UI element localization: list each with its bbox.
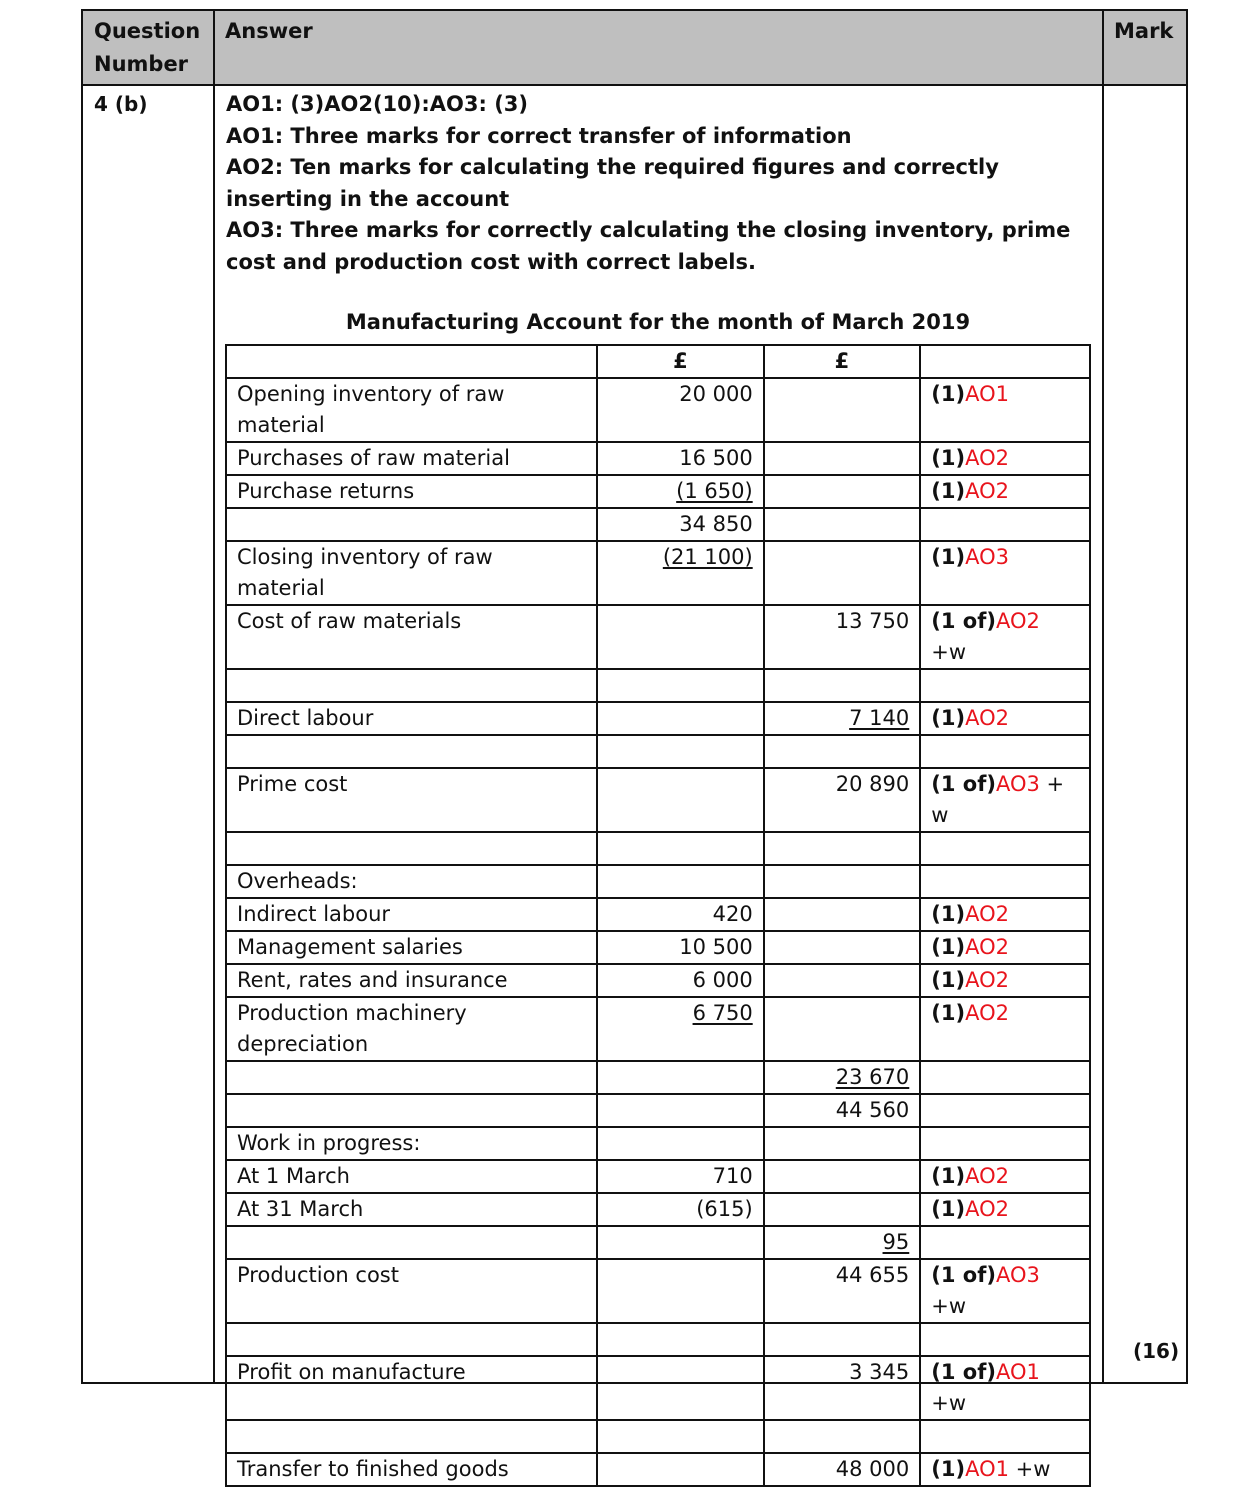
mark-allocation (920, 931, 1090, 964)
amount-col1 (597, 1094, 764, 1127)
amount-col1 (597, 669, 764, 702)
account-row (226, 1420, 1090, 1453)
account-row (226, 898, 1090, 931)
amount-value: 44 560 (835, 1098, 910, 1122)
amount-col1 (597, 1356, 764, 1420)
assessment-objective: AO2 (965, 446, 1009, 470)
account-row (226, 964, 1090, 997)
mark-count: (1) (931, 1001, 966, 1025)
amount-col2 (764, 865, 921, 898)
mark-count: (1 of) (931, 1360, 996, 1384)
row-label: At 1 March (226, 1160, 597, 1193)
mark-count: (1) (931, 968, 966, 992)
mark-count: (1) (931, 446, 966, 470)
row-label: Production cost (226, 1259, 597, 1323)
mark-header: Mark (1114, 19, 1174, 43)
amount-col2 (764, 735, 921, 768)
mark-suffix: +w (931, 1263, 1047, 1318)
answer-header: Answer (225, 19, 313, 43)
amount-value: 20 000 (679, 382, 753, 406)
mark-allocation (920, 768, 1090, 832)
amount-col2 (764, 1061, 921, 1094)
amount-value: (615) (696, 1197, 753, 1221)
rubric-line: AO3: Three marks for correctly calculating the closing inventory, prime (226, 218, 1071, 242)
mark-allocation (920, 1061, 1090, 1094)
amount-col1 (597, 1127, 764, 1160)
account-row (226, 1094, 1090, 1127)
table-header-row (83, 11, 1186, 86)
total-mark: (16) (1133, 1339, 1180, 1363)
assessment-objective: AO2 (965, 706, 1009, 730)
row-label: At 31 March (226, 1193, 597, 1226)
row-label: Transfer to finished goods (226, 1453, 597, 1486)
rubric-line: AO1: Three marks for correct transfer of information (226, 123, 852, 148)
account-row (226, 1356, 1090, 1420)
mark-suffix: +w (931, 609, 1047, 664)
amount-value: 34 850 (679, 512, 753, 536)
mark-suffix: +w (931, 1360, 1047, 1415)
mark-allocation (920, 1453, 1090, 1486)
mark-allocation (920, 702, 1090, 735)
mark-allocation (920, 442, 1090, 475)
amount-col1 (597, 997, 764, 1061)
amount-col2 (764, 702, 921, 735)
amount-col1 (597, 735, 764, 768)
amount-col2 (764, 475, 921, 508)
amount-col1 (597, 475, 764, 508)
amount-value: 48 000 (835, 1457, 910, 1481)
amount-col1 (597, 378, 764, 442)
assessment-objective: AO3 (965, 545, 1009, 569)
assessment-objective: AO3 (995, 772, 1040, 796)
account-row (226, 1453, 1090, 1486)
amount-col2 (764, 1356, 921, 1420)
row-label (226, 735, 597, 768)
amount-col2 (764, 1226, 921, 1259)
mark-allocation (920, 1226, 1090, 1259)
amount-col2 (764, 1453, 921, 1486)
amount-col2 (764, 1094, 921, 1127)
amount-col2 (764, 669, 921, 702)
amount-col1 (597, 702, 764, 735)
account-row (226, 1160, 1090, 1193)
row-label: Indirect labour (226, 898, 597, 931)
assessment-objective: AO3 (995, 1263, 1040, 1287)
mark-allocation (920, 378, 1090, 442)
amount-col1 (597, 605, 764, 669)
amount-col1 (597, 508, 764, 541)
mark-count: (1) (931, 902, 966, 926)
row-label (226, 669, 597, 702)
amount-col2 (764, 1127, 921, 1160)
amount-col2 (764, 508, 921, 541)
row-label: Purchase returns (226, 475, 597, 508)
account-row (226, 931, 1090, 964)
amount-col2 (764, 1160, 921, 1193)
rubric-line: AO1: (3)AO2(10):AO3: (3) (226, 92, 528, 116)
amount-col2 (764, 964, 921, 997)
amount-col1 (597, 1259, 764, 1323)
assessment-objective: AO2 (965, 935, 1009, 959)
row-label (226, 1226, 597, 1259)
mark-allocation (920, 475, 1090, 508)
account-row (226, 1323, 1090, 1356)
amount-col2 (764, 1420, 921, 1453)
amount-value: 3 345 (849, 1360, 910, 1384)
amount-col1 (597, 1193, 764, 1226)
amount-col1 (597, 898, 764, 931)
assessment-objective: AO2 (965, 1001, 1009, 1025)
amount-col2 (764, 997, 921, 1061)
amount-col2 (764, 832, 921, 865)
assessment-objective: AO1 (965, 382, 1009, 406)
mark-count: (1) (931, 1197, 966, 1221)
amount-col2 (764, 1193, 921, 1226)
row-label: Direct labour (226, 702, 597, 735)
amount-value: 710 (712, 1164, 753, 1188)
mark-allocation (920, 1094, 1090, 1127)
account-row (226, 702, 1090, 735)
mark-allocation (920, 1323, 1090, 1356)
label-header-cell (226, 345, 597, 378)
account-row (226, 475, 1090, 508)
question-number-header-line1: Question (94, 19, 201, 43)
mark-count: (1) (931, 479, 966, 503)
mark-allocation (920, 1160, 1090, 1193)
row-label: Profit on manufacture (226, 1356, 597, 1420)
amount-value: 10 500 (679, 935, 753, 959)
amount-col2 (764, 768, 921, 832)
amount-value: 7 140 (849, 706, 910, 730)
mark-count: (1) (931, 382, 966, 406)
mark-allocation (920, 1420, 1090, 1453)
row-label (226, 1094, 597, 1127)
mark-allocation (920, 865, 1090, 898)
account-row (226, 669, 1090, 702)
account-row (226, 541, 1090, 605)
row-label: Overheads: (226, 865, 597, 898)
amount-value: (21 100) (662, 545, 753, 569)
account-row (226, 865, 1090, 898)
mark-allocation (920, 541, 1090, 605)
amount-col1 (597, 865, 764, 898)
amount-value: 20 890 (835, 772, 910, 796)
amount-col1 (597, 1160, 764, 1193)
account-row (226, 1127, 1090, 1160)
account-row (226, 735, 1090, 768)
mark-allocation (920, 1127, 1090, 1160)
account-row (226, 1226, 1090, 1259)
amount-col1 (597, 931, 764, 964)
amount-col1 (597, 1323, 764, 1356)
amount-col2 (764, 898, 921, 931)
row-label: Production machinery depreciation (226, 997, 597, 1061)
amount-col1 (597, 832, 764, 865)
row-label (226, 508, 597, 541)
mark-count: (1 of) (931, 772, 996, 796)
account-row (226, 997, 1090, 1061)
rubric-line: AO2: Ten marks for calculating the required figures and correctly (226, 155, 999, 179)
account-row (226, 508, 1090, 541)
marking-rubric (226, 89, 1086, 278)
amount-value: 13 750 (835, 609, 910, 633)
question-number-header (94, 15, 200, 81)
amount-value: 95 (882, 1230, 910, 1254)
mark-allocation (920, 1356, 1090, 1420)
mark-suffix: + w (931, 772, 1071, 827)
amount-col1 (597, 541, 764, 605)
mark-allocation (920, 508, 1090, 541)
assessment-objective: AO2 (995, 609, 1040, 633)
amount-col1 (597, 1061, 764, 1094)
amount-col1 (597, 1226, 764, 1259)
amount-col2 (764, 605, 921, 669)
row-label (226, 1061, 597, 1094)
assessment-objective: AO2 (965, 1197, 1009, 1221)
row-label: Work in progress: (226, 1127, 597, 1160)
row-label: Prime cost (226, 768, 597, 832)
amount-col1 (597, 964, 764, 997)
row-label: Purchases of raw material (226, 442, 597, 475)
amount-value: 44 655 (835, 1263, 910, 1287)
column-divider (1102, 11, 1104, 1382)
mark-header-cell (920, 345, 1090, 378)
assessment-objective: AO2 (965, 968, 1009, 992)
row-label: Closing inventory of raw material (226, 541, 597, 605)
assessment-objective: AO1 (965, 1457, 1009, 1481)
amount-value: 16 500 (679, 446, 753, 470)
row-label: Rent, rates and insurance (226, 964, 597, 997)
amount-col2 (764, 442, 921, 475)
amount-value: 23 670 (835, 1065, 910, 1089)
amount-col1 (597, 1453, 764, 1486)
row-label (226, 832, 597, 865)
amount-col1 (597, 442, 764, 475)
mark-allocation (920, 669, 1090, 702)
currency-header-col2: £ (764, 345, 921, 378)
mark-allocation (920, 997, 1090, 1061)
mark-allocation (920, 735, 1090, 768)
mark-allocation (920, 898, 1090, 931)
amount-value: 6 750 (692, 1001, 753, 1025)
amount-col2 (764, 931, 921, 964)
assessment-objective: AO2 (965, 479, 1009, 503)
account-row (226, 605, 1090, 669)
account-row (226, 832, 1090, 865)
assessment-objective: AO1 (995, 1360, 1040, 1384)
mark-count: (1) (931, 545, 966, 569)
amount-col2 (764, 378, 921, 442)
currency-header-col1: £ (597, 345, 764, 378)
mark-count: (1) (931, 1457, 966, 1481)
row-label (226, 1420, 597, 1453)
amount-value: (1 650) (676, 479, 753, 503)
assessment-objective: AO2 (965, 1164, 1009, 1188)
question-number: 4 (b) (94, 92, 148, 116)
column-divider (213, 11, 215, 1382)
mark-allocation (920, 1259, 1090, 1323)
amount-value: 420 (712, 902, 753, 926)
assessment-objective: AO2 (965, 902, 1009, 926)
rubric-line: cost and production cost with correct labels. (226, 249, 756, 274)
account-row (226, 1193, 1090, 1226)
mark-allocation (920, 964, 1090, 997)
row-label: Cost of raw materials (226, 605, 597, 669)
mark-allocation (920, 1193, 1090, 1226)
currency-header-row (226, 345, 1090, 378)
mark-count: (1 of) (931, 609, 996, 633)
amount-col1 (597, 768, 764, 832)
amount-col1 (597, 1420, 764, 1453)
mark-allocation (920, 605, 1090, 669)
row-label: Opening inventory of raw material (226, 378, 597, 442)
mark-count: (1) (931, 706, 966, 730)
amount-col2 (764, 1259, 921, 1323)
account-row (226, 378, 1090, 442)
manufacturing-account-table (225, 344, 1091, 1487)
row-label (226, 1323, 597, 1356)
amount-col2 (764, 541, 921, 605)
mark-count: (1) (931, 1164, 966, 1188)
amount-col2 (764, 1323, 921, 1356)
account-row (226, 442, 1090, 475)
mark-count: (1) (931, 935, 966, 959)
account-title: Manufacturing Account for the month of March 2019 (345, 310, 971, 334)
row-label: Management salaries (226, 931, 597, 964)
account-row (226, 1061, 1090, 1094)
mark-count: (1 of) (931, 1263, 996, 1287)
mark-allocation (920, 832, 1090, 865)
amount-value: 6 000 (692, 968, 753, 992)
rubric-line: inserting in the account (226, 186, 510, 211)
question-number-header-line2: Number (94, 52, 189, 76)
account-row (226, 1259, 1090, 1323)
account-row (226, 768, 1090, 832)
mark-suffix: +w (1008, 1457, 1051, 1481)
